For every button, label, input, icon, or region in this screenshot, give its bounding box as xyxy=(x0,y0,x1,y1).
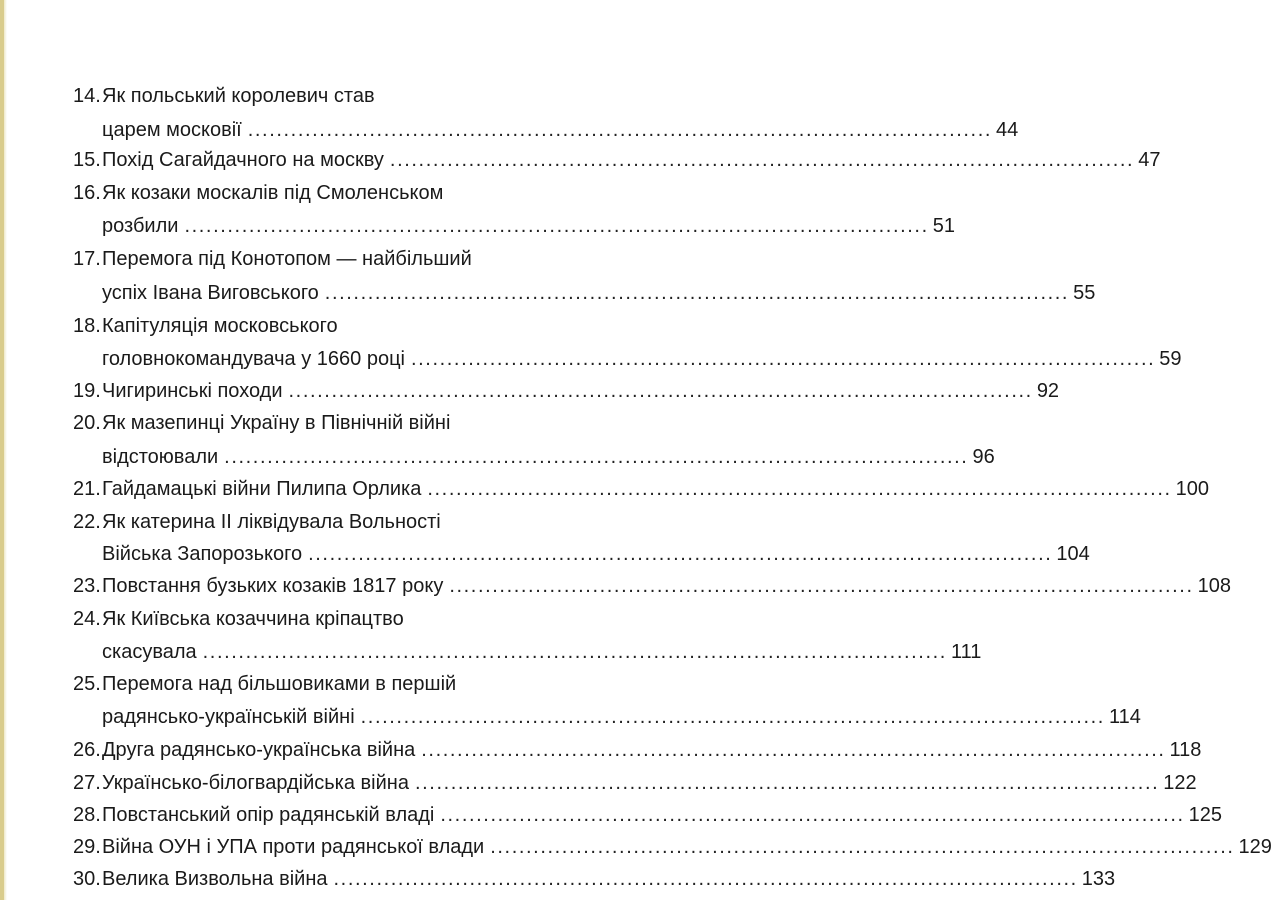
toc-entry-17-line-1 xyxy=(0,242,613,276)
toc-entry-title: Війна ОУН і УПА проти радянської влади xyxy=(102,836,485,858)
toc-entry-number: 14. xyxy=(73,85,101,107)
toc-page-number: 92 xyxy=(1036,380,1060,402)
toc-page-number: 122 xyxy=(1163,772,1197,794)
toc-entry-25-line-1 xyxy=(0,667,613,701)
toc-entry-title: Гайдамацькі війни Пилипа Орлика xyxy=(102,478,422,500)
toc-entry-23 xyxy=(0,569,1231,603)
toc-entry-title: Як польський королевич став xyxy=(102,85,375,107)
toc-page-number: 129 xyxy=(1238,836,1272,858)
toc-entry-22-line-2 xyxy=(0,537,1090,571)
dot-leader: ........................................................................................................ xyxy=(449,575,1194,597)
dot-leader: ........................................................................................................ xyxy=(184,215,929,237)
toc-entry-number: 16. xyxy=(73,182,101,204)
toc-entry-18-line-1 xyxy=(0,309,613,343)
toc-page-number: 51 xyxy=(932,215,955,237)
toc-entry-15 xyxy=(0,143,1161,177)
toc-entry-21 xyxy=(0,472,1210,506)
toc-page-number: 111 xyxy=(950,641,982,663)
toc-entry-number: 22. xyxy=(73,511,101,533)
toc-entry-title: Похід Сагайдачного на москву xyxy=(102,149,384,171)
toc-entry-number: 24. xyxy=(73,608,101,630)
dot-leader: ........................................................................................................ xyxy=(490,836,1235,858)
toc-page-number: 55 xyxy=(1073,282,1096,304)
dot-leader: ........................................................................................................ xyxy=(389,149,1135,171)
dot-leader: ........................................................................................................ xyxy=(224,446,969,468)
toc-entry-25-line-2 xyxy=(0,700,1141,734)
toc-entry-title: Як козаки москалів під Смоленськом xyxy=(102,182,444,204)
toc-entry-number: 17. xyxy=(73,248,101,270)
toc-entry-number: 21. xyxy=(73,478,101,500)
toc-entry-18-line-2 xyxy=(0,342,1182,376)
toc-entry-20-line-2 xyxy=(0,440,995,474)
dot-leader: ........................................................................................................ xyxy=(414,772,1160,794)
toc-entry-17-line-2 xyxy=(0,276,1096,310)
toc-page-number: 59 xyxy=(1159,348,1182,370)
toc-entry-title: Як Київська козаччина кріпацтво xyxy=(102,608,404,630)
toc-entry-number: 25. xyxy=(73,673,101,695)
toc-entry-title: Як мазепинці Україну в Північній війні xyxy=(102,412,451,434)
toc-entry-30 xyxy=(0,862,1116,896)
toc-entry-title: Велика Визвольна війна xyxy=(102,868,328,890)
toc-entry-title: Повстанський опір радянській владі xyxy=(102,804,435,826)
toc-entry-title-continued: розбили xyxy=(102,215,179,237)
toc-entry-title-continued: царем московії xyxy=(102,119,242,141)
toc-entry-16-line-1 xyxy=(0,176,613,210)
toc-entry-title-continued: радянсько-українській війні xyxy=(102,706,355,728)
toc-entry-22-line-1 xyxy=(0,505,613,539)
toc-page-number: 44 xyxy=(996,119,1019,141)
toc-entry-number: 18. xyxy=(73,315,101,337)
toc-page-number: 100 xyxy=(1175,478,1210,500)
toc-entry-number: 19. xyxy=(73,380,101,402)
toc-entry-title: Перемога під Конотопом — найбільший xyxy=(102,248,472,270)
toc-entry-title: Капітуляція московського xyxy=(102,315,338,337)
dot-leader: ........................................................................................................ xyxy=(360,706,1105,728)
toc-entry-title: Як катерина ІІ ліквідувала Вольності xyxy=(102,511,441,533)
toc-entry-title-continued: Війська Запорозького xyxy=(102,543,303,565)
toc-entry-number: 30. xyxy=(73,868,101,890)
dot-leader: ........................................................................................................ xyxy=(247,119,993,141)
toc-page-number: 133 xyxy=(1081,868,1116,890)
dot-leader: ........................................................................................................ xyxy=(440,804,1185,826)
toc-entry-title: Чигиринські походи xyxy=(102,380,283,402)
dot-leader: ........................................................................................................ xyxy=(324,282,1070,304)
toc-entry-14-line-1 xyxy=(0,79,613,113)
toc-page-number: 125 xyxy=(1188,804,1223,826)
toc-entry-title-continued: успіх Івана Виговського xyxy=(102,282,319,304)
dot-leader: ........................................................................................................ xyxy=(288,380,1033,402)
dot-leader: ........................................................................................................ xyxy=(333,868,1078,890)
toc-page-number: 118 xyxy=(1169,739,1202,761)
toc-entry-title: Друга радянсько-українська війна xyxy=(102,739,416,761)
toc-entry-24-line-2 xyxy=(0,635,982,669)
toc-entry-26 xyxy=(0,733,1202,767)
toc-entry-20-line-1 xyxy=(0,406,613,440)
toc-entry-24-line-1 xyxy=(0,602,613,636)
toc-entry-title: Повстання бузьких козаків 1817 року xyxy=(102,575,444,597)
toc-entry-title: Українсько-білогвардійська війна xyxy=(102,772,409,794)
toc-entry-number: 29. xyxy=(73,836,101,858)
dot-leader: ........................................................................................................ xyxy=(410,348,1156,370)
toc-entry-title-continued: головнокомандувача у 1660 році xyxy=(102,348,405,370)
toc-entry-number: 27. xyxy=(73,772,101,794)
toc-entry-19 xyxy=(0,374,1060,408)
dot-leader: ........................................................................................................ xyxy=(308,543,1053,565)
toc-entry-29 xyxy=(0,830,1272,864)
toc-page-number: 108 xyxy=(1197,575,1231,597)
toc-entry-number: 28. xyxy=(73,804,101,826)
toc-page-number: 96 xyxy=(972,446,995,468)
toc-entry-title-continued: скасувала xyxy=(102,641,197,663)
toc-page-number: 47 xyxy=(1138,149,1161,171)
dot-leader: ........................................................................................................ xyxy=(427,478,1172,500)
toc-entry-27 xyxy=(0,766,1197,800)
toc-entry-number: 15. xyxy=(73,149,101,171)
toc-entry-14-line-2 xyxy=(0,113,1019,147)
toc-page-number: 104 xyxy=(1056,543,1090,565)
toc-entry-16-line-2 xyxy=(0,209,955,243)
toc-entry-title-continued: відстоювали xyxy=(102,446,219,468)
toc-entry-28 xyxy=(0,798,1223,832)
toc-entry-number: 23. xyxy=(73,575,101,597)
dot-leader: ........................................................................................................ xyxy=(421,739,1166,761)
toc-entry-number: 20. xyxy=(73,412,101,434)
toc-entry-number: 26. xyxy=(73,739,101,761)
toc-entry-title: Перемога над більшовиками в першій xyxy=(102,673,457,695)
dot-leader: ........................................................................................................ xyxy=(202,641,947,663)
toc-page-number: 114 xyxy=(1108,706,1141,728)
